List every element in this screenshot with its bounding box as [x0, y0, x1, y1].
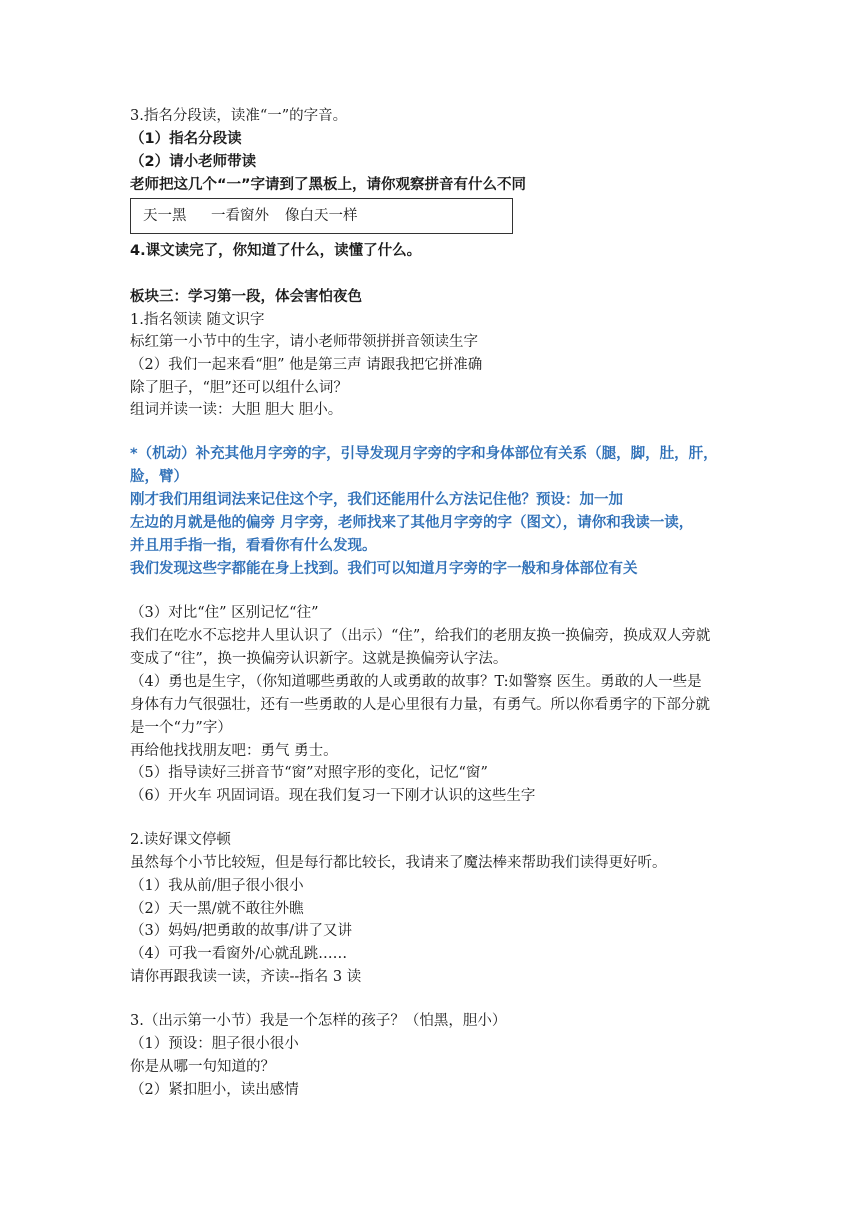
paragraph: 是一个“力”字）	[130, 720, 232, 736]
sub-item-2: （2）请小老师带读	[130, 154, 257, 170]
paragraph: （2）紧扣胆小，读出感情	[130, 1082, 299, 1098]
paragraph: （4）可我一看窗外/心就乱跳……	[130, 946, 348, 962]
board-word-3: 像白天一样	[285, 208, 358, 224]
paragraph: 3.（出示第一小节）我是一个怎样的孩子？（怕黑，胆小）	[130, 1013, 507, 1029]
board-word-2: 一看窗外	[211, 208, 269, 224]
paragraph: 我们在吃水不忘挖井人里认识了（出示）“住”，给我们的老朋友换一换偏旁，换成双人旁就	[130, 628, 711, 644]
paragraph: （4）勇也是生字，（你知道哪些勇敢的人或勇敢的故事？T:如警察 医生。勇敢的人一些是	[130, 674, 702, 690]
sub-item-1: （1）指名分段读	[130, 131, 242, 147]
section-3-title: 板块三：学习第一段，体会害怕夜色	[130, 289, 362, 305]
highlight-paragraph: 我们发现这些字都能在身上找到。我们可以知道月字旁的字一般和身体部位有关	[130, 561, 638, 577]
paragraph: 1.指名领读 随文识字	[130, 312, 265, 328]
highlight-paragraph: 并且用手指一指，看看你有什么发现。	[130, 538, 377, 554]
paragraph: 你是从哪一句知道的？	[130, 1059, 275, 1075]
paragraph: （2）天一黑/就不敢往外瞧	[130, 901, 304, 917]
paragraph: （1）预设：胆子很小很小	[130, 1036, 299, 1052]
paragraph: （5）指导读好三拼音节“窗”对照字形的变化，记忆“窗”	[130, 765, 488, 781]
paragraph: （2）我们一起来看“胆” 他是第三声 请跟我把它拼准确	[130, 357, 483, 373]
paragraph: 身体有力气很强壮，还有一些勇敢的人是心里很有力量，有勇气。所以你看勇字的下部分就	[130, 697, 710, 713]
paragraph: 请你再跟我读一读，齐读--指名 3 读	[130, 969, 362, 985]
paragraph: 变成了“往”，换一换偏旁认识新字。这就是换偏旁认字法。	[130, 651, 508, 667]
paragraph: 虽然每个小节比较短，但是每行都比较长，我请来了魔法棒来帮助我们读得更好听。	[130, 855, 667, 871]
highlight-paragraph: 脸，臂）	[130, 469, 188, 485]
paragraph: 标红第一小节中的生字，请小老师带领拼拼音领读生字	[130, 334, 478, 350]
paragraph: 组词并读一读：大胆 胆大 胆小。	[130, 402, 343, 418]
board-instruction: 老师把这几个“一”字请到了黑板上，请你观察拼音有什么不同	[130, 177, 527, 193]
paragraph: （1）我从前/胆子很小很小	[130, 878, 304, 894]
paragraph: 再给他找找朋友吧：勇气 勇士。	[130, 743, 338, 759]
paragraph: 除了胆子，“胆”还可以组什么词？	[130, 380, 348, 396]
paragraph: 2.读好课文停顿	[130, 832, 231, 848]
highlight-paragraph: *（机动）补充其他月字旁的字，引导发现月字旁的字和身体部位有关系（腿，脚，肚，肝，	[130, 446, 718, 462]
paragraph: （3）对比“住” 区别记忆“往”	[130, 605, 319, 621]
paragraph: （6）开火车 巩固词语。现在我们复习一下刚才认识的这些生字	[130, 788, 536, 804]
blackboard-words-box	[130, 198, 513, 234]
step-4-heading: 4.课文读完了，你知道了什么，读懂了什么。	[130, 243, 422, 259]
board-word-1: 天一黑	[143, 208, 187, 224]
highlight-paragraph: 刚才我们用组词法来记住这个字，我们还能用什么方法记住他？预设：加一加	[130, 492, 623, 508]
paragraph: （3）妈妈/把勇敢的故事/讲了又讲	[130, 923, 352, 939]
highlight-paragraph: 左边的月就是他的偏旁 月字旁，老师找来了其他月字旁的字（图文），请你和我读一读，	[130, 515, 694, 531]
step-3-heading: 3.指名分段读，读准“一”的字音。	[130, 108, 348, 124]
